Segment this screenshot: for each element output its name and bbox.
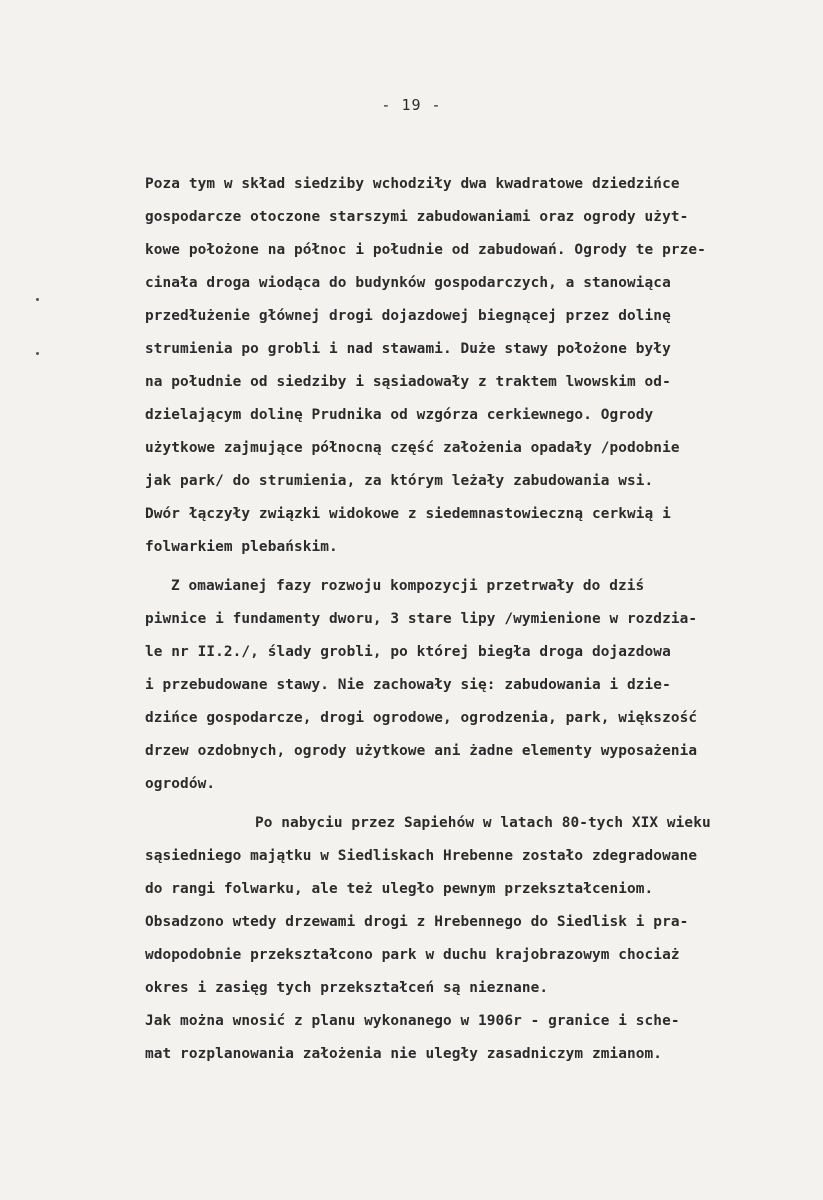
text-line: mat rozplanowania założenia nie uległy zasadniczym zmianom. bbox=[145, 1046, 663, 1062]
text-line: piwnice i fundamenty dworu, 3 stare lipy /wymienione w rozdzia- bbox=[145, 611, 698, 627]
body-text bbox=[145, 168, 805, 1071]
margin-mark bbox=[36, 298, 39, 301]
text-line: jak park/ do strumienia, za którym leżały zabudowania wsi. bbox=[145, 473, 654, 489]
text-line: folwarkiem plebańskim. bbox=[145, 539, 338, 555]
text-line: Po nabyciu przez Sapiehów w latach 80-tych XIX wieku bbox=[255, 815, 711, 831]
margin-mark bbox=[36, 352, 39, 355]
text-line: gospodarcze otoczone starszymi zabudowaniami oraz ogrody użyt- bbox=[145, 209, 689, 225]
text-line: użytkowe zajmujące północną część założenia opadały /podobnie bbox=[145, 440, 680, 456]
text-line: i przebudowane stawy. Nie zachowały się: zabudowania i dzie- bbox=[145, 677, 671, 693]
text-line: na południe od siedziby i sąsiadowały z traktem lwowskim od- bbox=[145, 374, 671, 390]
text-line: Obsadzono wtedy drzewami drogi z Hrebennego do Siedlisk i pra- bbox=[145, 914, 689, 930]
text-line: sąsiedniego majątku w Siedliskach Hrebenne zostało zdegradowane bbox=[145, 848, 698, 864]
text-line: Z omawianej fazy rozwoju kompozycji przetrwały do dziś bbox=[171, 578, 645, 594]
text-line: przedłużenie głównej drogi dojazdowej biegnącej przez dolinę bbox=[145, 308, 671, 324]
text-line: Poza tym w skład siedziby wchodziły dwa kwadratowe dziedzińce bbox=[145, 176, 680, 192]
text-line: dzielającym dolinę Prudnika od wzgórza cerkiewnego. Ogrody bbox=[145, 407, 654, 423]
text-line: strumienia po grobli i nad stawami. Duże stawy położone były bbox=[145, 341, 671, 357]
text-line: ogrodów. bbox=[145, 776, 216, 792]
text-line: Jak można wnosić z planu wykonanego w 1906r - granice i sche- bbox=[145, 1013, 680, 1029]
page-number: - 19 - bbox=[381, 96, 442, 114]
text-line: drzew ozdobnych, ogrody użytkowe ani żadne elementy wyposażenia bbox=[145, 743, 698, 759]
text-line: kowe położone na północ i południe od zabudowań. Ogrody te prze- bbox=[145, 242, 706, 258]
text-line: cinała droga wiodąca do budynków gospodarczych, a stanowiąca bbox=[145, 275, 671, 291]
text-line: le nr II.2./, ślady grobli, po której biegła droga dojazdowa bbox=[145, 644, 671, 660]
text-line: okres i zasięg tych przekształceń są nieznane. bbox=[145, 980, 549, 996]
text-line: Dwór łączyły związki widokowe z siedemnastowieczną cerkwią i bbox=[145, 506, 671, 522]
text-line: dzińce gospodarcze, drogi ogrodowe, ogrodzenia, park, większość bbox=[145, 710, 698, 726]
text-line: do rangi folwarku, ale też uległo pewnym przekształceniom. bbox=[145, 881, 654, 897]
text-line: wdopodobnie przekształcono park w duchu krajobrazowym chociaż bbox=[145, 947, 680, 963]
